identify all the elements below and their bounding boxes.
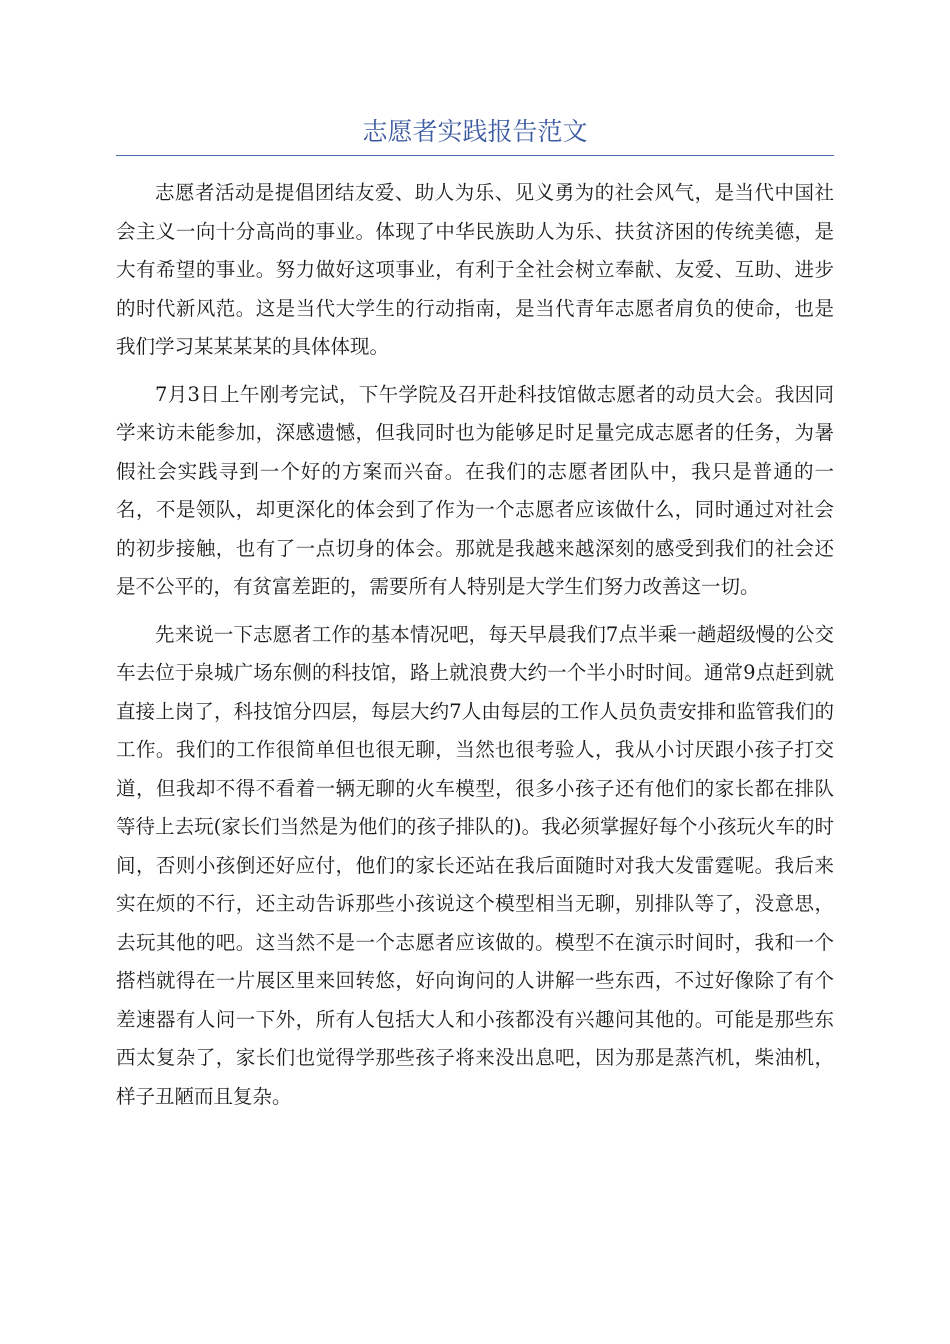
paragraph-3: 先来说一下志愿者工作的基本情况吧，每天早晨我们7点半乘一趟超级慢的公交车去位于泉城广场东侧的科技馆，路上就浪费大约一个半小时时间。通常9点赶到就直接上岗了，科技馆分四层，每层大约7人由每层的工作人员负责安排和监管我们的工作。我们的工作很简单但也很无聊，当然也很考验人，我从小讨厌跟小孩子打交道，但我却不得不看着一辆无聊的火车模型，很多小孩子还有他们的家长都在排队等待上去玩(家长们当然是为他们的孩子排队的)。我必须掌握好每个小孩玩火车的时间，否则小孩倒还好应付，他们的家长还站在我后面随时对我大发雷霆呢。我后来实在烦的不行，还主动告诉那些小孩说这个模型相当无聊，别排队等了，没意思，去玩其他的吧。这当然不是一个志愿者应该做的。模型不在演示时间时，我和一个搭档就得在一片展区里来回转悠，好向询问的人讲解一些东西，不过好像除了有个差速器有人问一下外，所有人包括大人和小孩都没有兴趣问其他的。可能是那些东西太复杂了，家长们也觉得学那些孩子将来没出息吧，因为那是蒸汽机，柴油机，样子丑陋而且复杂。 — [116, 622, 834, 1108]
paragraph-2: 7月3日上午刚考完试，下午学院及召开赴科技馆做志愿者的动员大会。我因同学来访未能参加，深感遗憾，但我同时也为能够足时足量完成志愿者的任务，为暑假社会实践寻到一个好的方案而兴奋。在我们的志愿者团队中，我只是普通的一名，不是领队，却更深化的体会到了作为一个志愿者应该做什么，同时通过对社会的初步接触，也有了一点切身的体会。那就是我越来越深刻的感受到我们的社会还是不公平的，有贫富差距的，需要所有人特别是大学生们努力改善这一切。 — [116, 382, 834, 598]
paragraph-1: 志愿者活动是提倡团结友爱、助人为乐、见义勇为的社会风气，是当代中国社会主义一向十分高尚的事业。体现了中华民族助人为乐、扶贫济困的传统美德，是大有希望的事业。努力做好这项事业，有利于全社会树立奉献、友爱、互助、进步的时代新风范。这是当代大学生的行动指南，是当代青年志愿者肩负的使命，也是我们学习某某某某的具体体现。 — [116, 181, 834, 358]
title-underline — [116, 155, 834, 156]
document-body — [116, 174, 834, 1125]
page-title: 志愿者实践报告范文 — [362, 117, 588, 146]
